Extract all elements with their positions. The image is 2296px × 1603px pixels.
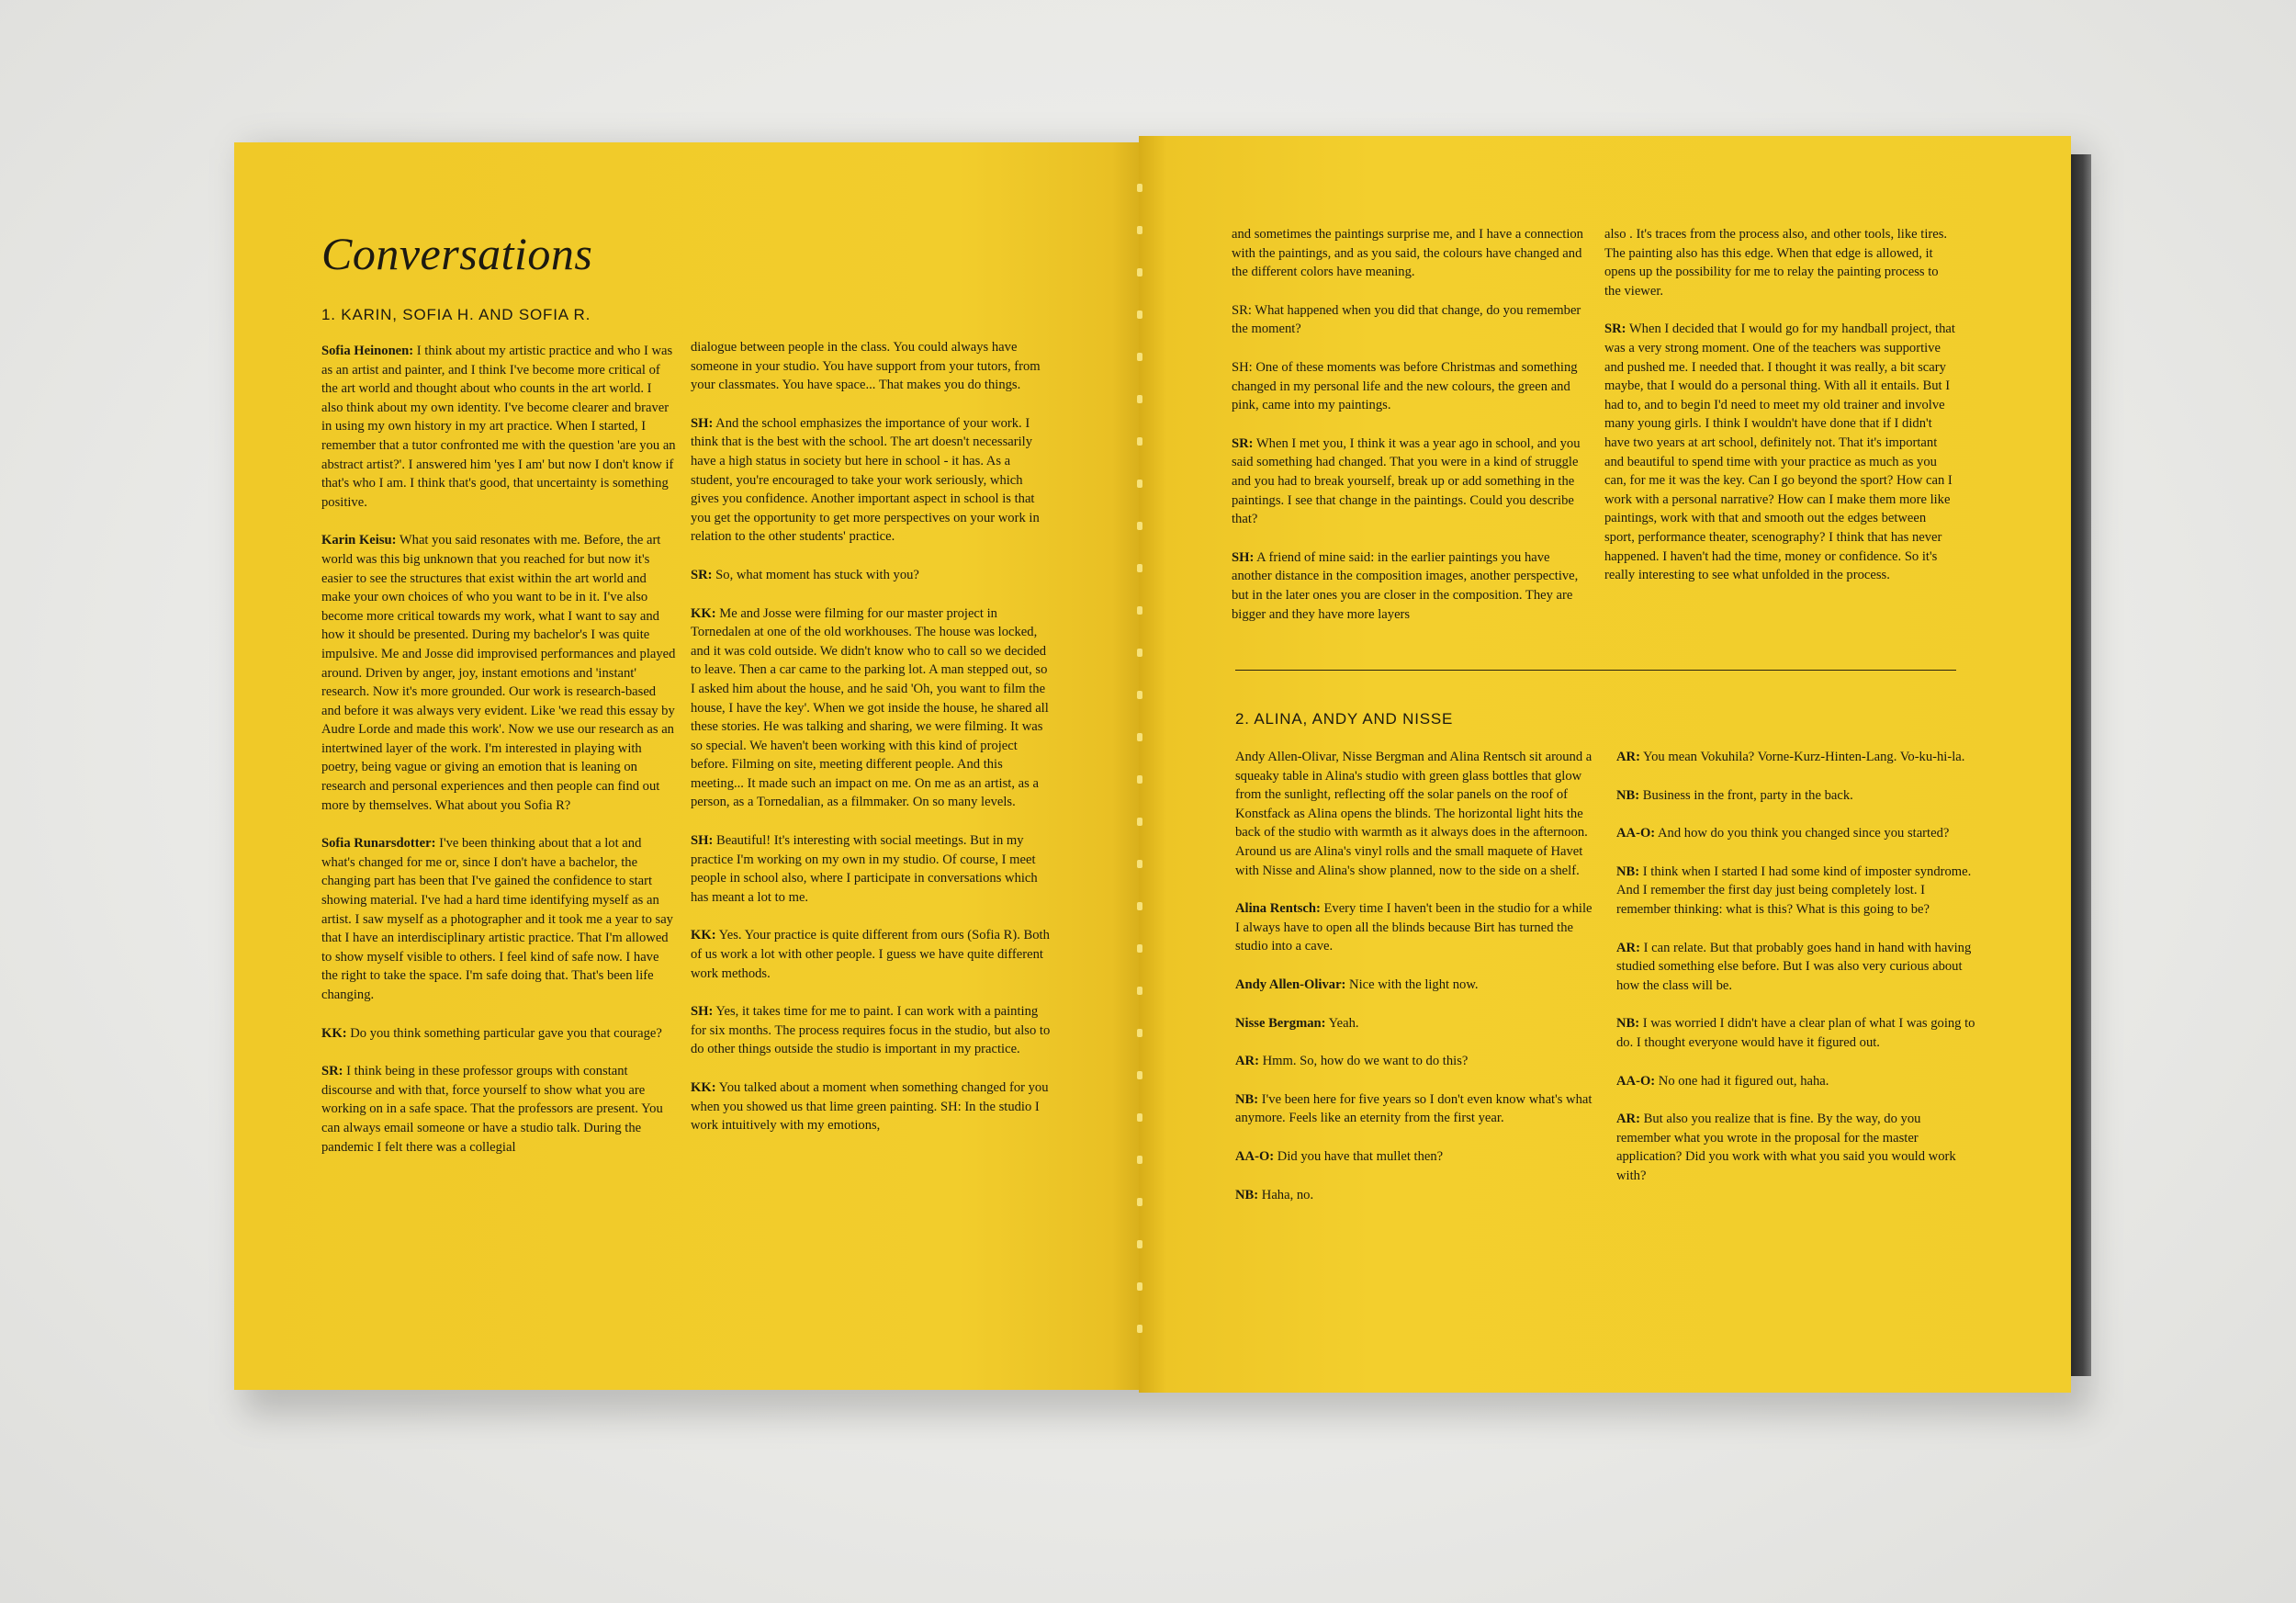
paragraph bbox=[1616, 1014, 1976, 1052]
speaker-label: SR: bbox=[1232, 435, 1254, 451]
paragraph bbox=[1232, 301, 1592, 339]
speaker-label: SR: bbox=[691, 567, 713, 582]
paragraph-text: And how do you think you changed since you started? bbox=[1655, 826, 1950, 841]
stitch-mark bbox=[1137, 1071, 1142, 1079]
paragraph-text: Every time I haven't been in the studio for a while I always have to open all the blinds because Birt has turned the studio into a cave. bbox=[1235, 901, 1593, 954]
stitch-mark bbox=[1137, 733, 1142, 741]
stitch-mark bbox=[1137, 987, 1142, 995]
paragraph-text: I think being in these professor groups with constant discourse and with that, force yourself to show what you are working on in a safe space. That the professors are present. You can always email someone or have a studio talk. During the pandemic I felt there was a collegial bbox=[321, 1064, 663, 1155]
speaker-label: AR: bbox=[1616, 940, 1640, 955]
paragraph bbox=[691, 338, 1051, 395]
stitch-mark bbox=[1137, 1240, 1142, 1248]
left-page bbox=[234, 142, 1139, 1390]
paragraph-text: No one had it figured out, haha. bbox=[1655, 1073, 1829, 1089]
speaker-label: AR: bbox=[1616, 1112, 1640, 1127]
speaker-label: NB: bbox=[1235, 1187, 1259, 1202]
speaker-label: Andy Allen-Olivar: bbox=[1235, 976, 1346, 992]
speaker-label: SR: bbox=[1604, 322, 1626, 337]
paragraph-text: I think when I started I had some kind of imposter syndrome. And I remember the first day just being completely lost. I remember thinking: what is this? What is this going to be? bbox=[1616, 864, 1972, 917]
paragraph bbox=[1235, 1014, 1595, 1033]
stitch-mark bbox=[1137, 268, 1142, 277]
paragraph bbox=[1616, 1072, 1976, 1091]
paragraph bbox=[1232, 548, 1592, 624]
paragraph-text: Me and Josse were filming for our master project in Tornedalen at one of the old workhouses. The house was locked, and it was cold outside. We didn't know who to call so we decided to leave. Then a car came to the parking lot. A man stepped out, so I asked him about the house, and he said 'Oh, you want to film the house, I have the key'. When we got inside the house, he shared all these stories. He was talking and sharing, we were filming. It was so special. We haven't been working with this kind of project before. Filming on site, meeting different people. And this meeting... It made such an impact on me. On me as an artist, as a person, as a Tornedalian, as a filmmaker. On so many levels. bbox=[691, 605, 1049, 810]
paragraph bbox=[321, 531, 676, 815]
paragraph-text: You mean Vokuhila? Vorne-Kurz-Hinten-Lang. Vo-ku-hi-la. bbox=[1639, 750, 1965, 764]
paragraph-text: Andy Allen-Olivar, Nisse Bergman and Alina Rentsch sit around a squeaky table in Alina's studio with green glass bottles that glow from the sunlight, reflecting off the solar panels on the roof of Konstfack as Alina opens the blinds. The horizontal light hits the back of the studio with warmth as it always does in the afternoon. Around us are Alina's vinyl rolls and the small maquete of Havet with Nisse and Alina's show planned, now to the side on a shelf. bbox=[1235, 750, 1593, 878]
speaker-label: SH: bbox=[691, 833, 714, 849]
paragraph-text: I've been here for five years so I don't even know what's what anymore. Feels like an eternity from the first year. bbox=[1235, 1091, 1593, 1126]
speaker-label: AA-O: bbox=[1616, 826, 1656, 841]
paragraph-text: I can relate. But that probably goes hand in hand with having studied something else before. But I was also very curious about how the class will be. bbox=[1616, 940, 1972, 993]
paragraph-text: Yes. Your practice is quite different from ours (Sofia R). Both of us work a lot with other people. I guess we have quite different work methods. bbox=[691, 928, 1050, 981]
paragraph bbox=[1232, 435, 1592, 529]
stitch-mark bbox=[1137, 691, 1142, 699]
paragraph bbox=[691, 414, 1051, 547]
speaker-label: Sofia Runarsdotter: bbox=[321, 836, 436, 852]
paragraph bbox=[321, 834, 676, 1004]
paragraph-text: So, what moment has stuck with you? bbox=[712, 567, 919, 582]
paragraph-text: I was worried I didn't have a clear plan of what I was going to do. I thought everyone would have it figured out. bbox=[1616, 1016, 1975, 1050]
stitch-mark bbox=[1137, 437, 1142, 446]
paragraph bbox=[1616, 939, 1976, 996]
stitch-mark bbox=[1137, 775, 1142, 784]
speaker-label: AR: bbox=[1235, 1054, 1259, 1069]
paragraph bbox=[691, 1078, 1051, 1135]
paragraph bbox=[1616, 863, 1976, 920]
paragraph-text: Did you have that mullet then? bbox=[1274, 1148, 1444, 1164]
stitch-mark bbox=[1137, 522, 1142, 530]
page-title: Conversations bbox=[321, 228, 593, 279]
paragraph bbox=[321, 1062, 676, 1157]
speaker-label: NB: bbox=[1616, 787, 1640, 803]
paragraph bbox=[1235, 899, 1595, 956]
paragraph bbox=[1235, 1147, 1595, 1167]
stitch-mark bbox=[1137, 395, 1142, 403]
speaker-label: Karin Keisu: bbox=[321, 533, 397, 548]
speaker-label: AR: bbox=[1616, 750, 1640, 764]
stitch-mark bbox=[1137, 902, 1142, 910]
paragraph bbox=[1616, 786, 1976, 806]
paragraph-text: But also you realize that is fine. By the way, do you remember what you wrote in the proposal for the master application? Did you work with what you said you would work with? bbox=[1616, 1112, 1956, 1183]
speaker-label: SH: bbox=[691, 1004, 714, 1020]
paragraph bbox=[1235, 748, 1595, 880]
paragraph bbox=[321, 342, 676, 512]
stitch-mark bbox=[1137, 1198, 1142, 1206]
paragraph-text: Yes, it takes time for me to paint. I can work with a painting for six months. The process requires focus in the studio, but also to do other things outside the studio is important in my practice. bbox=[691, 1004, 1051, 1057]
paragraph-text: dialogue between people in the class. You could always have someone in your studio. You have support from your tutors, from your classmates. You have space... That makes you do things. bbox=[691, 340, 1041, 393]
paragraph-text: Hmm. So, how do we want to do this? bbox=[1258, 1054, 1469, 1069]
stitch-mark bbox=[1137, 606, 1142, 615]
speaker-label: SH: bbox=[691, 415, 714, 431]
speaker-label: AA-O: bbox=[1616, 1073, 1656, 1089]
paragraph bbox=[1232, 225, 1592, 282]
paragraph-text: I've been thinking about that a lot and what's changed for me or, since I don't have a bachelor, the changing part has been that I've gained the confidence to start showing material. I've had a hard time identifying myself as an artist. I saw myself as a photographer and it took me a year to say that I have an interdisciplinary artistic practice. That I'm allowed to show myself visible to others. I feel kind of safe now. I have the right to take the space. I'm safe doing that. That's been life changing. bbox=[321, 836, 673, 1002]
speaker-label: KK: bbox=[691, 605, 716, 621]
stitch-mark bbox=[1137, 944, 1142, 953]
paragraph-text: What you said resonates with me. Before, the art world was this big unknown that you reached for but now it's easier to see the structures that exist within the art world and make your own choices of who you want to be in it. I've also become more critical towards my work, what I want to say and how it should be presented. During my bachelor's I was quite impulsive. Me and Josse did improvised performances and played around. Driven by anger, joy, instant emotions and 'instant' research. Now it's more grounded. Our work is research-based and before it was always very evident. Like 'we read this essay by Audre Lorde and made this work'. Now we use our research as an intertwined layer of the work. I'm interested in playing with poetry, being vague or giving an emotion that is leaning on research and personal experiences and then people can find out more by themselves. What about you Sofia R? bbox=[321, 533, 676, 813]
speaker-label: KK: bbox=[691, 1080, 716, 1095]
section-heading-1: 1. KARIN, SOFIA H. AND SOFIA R. bbox=[321, 306, 591, 323]
paragraph-text: When I decided that I would go for my handball project, that was a very strong moment. One of the teachers was supportive and pushed me. I needed that. I thought it was really, a bit scary maybe, that I would do a personal thing. With all it entails. But I had to, and to begin I'd need to meet my old trainer and involve many young girls. I think I wouldn't have done that if I didn't have two years at art school, definitely not. That it's important and beautiful to spend time with your practice as much as you can, for me it was the key. Can I go beyond the sport? How can I work with a personal narrative? How can I make them more like paintings, work with that and smooth out the edges between sport, performance theater, scenography? I think that has never happened. I haven't had the time, money or confidence. So it's really interesting to see what unfolded in the process. bbox=[1604, 322, 1955, 583]
paragraph-text: A friend of mine said: in the earlier paintings you have another distance in the composition images, another perspective, but in the later ones you are closer in the composition. They are bigger and they have more layers bbox=[1232, 549, 1579, 622]
speaker-label: SR: bbox=[321, 1064, 343, 1079]
stitch-mark bbox=[1137, 860, 1142, 868]
paragraph-text: SR: What happened when you did that change, do you remember the moment? bbox=[1232, 302, 1581, 337]
paragraph-text: also . It's traces from the process also, and other tools, like tires. The painting also has this edge. When that edge is allowed, it opens up the possibility for me to relay the painting process to the viewer. bbox=[1604, 227, 1948, 299]
right-page bbox=[1139, 136, 2071, 1393]
speaker-label: NB: bbox=[1235, 1091, 1259, 1107]
section-heading-2: 2. ALINA, ANDY AND NISSE bbox=[1235, 710, 1454, 728]
text-column-5 bbox=[1235, 748, 1595, 1204]
stitch-mark bbox=[1137, 226, 1142, 234]
stitch-mark bbox=[1137, 1113, 1142, 1122]
paragraph-text: Beautiful! It's interesting with social meetings. But in my practice I'm working on my own in my studio. Of course, I meet people in school also, where I participate in conversations which has meant a lot to me. bbox=[691, 833, 1038, 905]
text-column-2 bbox=[691, 338, 1051, 1135]
stitch-mark bbox=[1137, 649, 1142, 657]
text-column-6 bbox=[1616, 748, 1976, 1186]
speaker-label: KK: bbox=[321, 1025, 347, 1041]
paragraph-text: Yeah. bbox=[1325, 1015, 1359, 1031]
paragraph-text: SH: One of these moments was before Christmas and something changed in my personal life and the new colours, the green and pink, came into my paintings. bbox=[1232, 359, 1578, 413]
paragraph bbox=[1616, 824, 1976, 843]
stitch-mark bbox=[1137, 1156, 1142, 1164]
stitch-mark bbox=[1137, 1325, 1142, 1333]
paragraph bbox=[321, 1024, 676, 1044]
paragraph bbox=[691, 1002, 1051, 1059]
paragraph bbox=[1232, 358, 1592, 415]
paragraph-text: Nice with the light now. bbox=[1345, 976, 1479, 992]
paragraph bbox=[691, 604, 1051, 813]
paragraph bbox=[691, 831, 1051, 907]
paragraph bbox=[1235, 1186, 1595, 1205]
speaker-label: NB: bbox=[1616, 864, 1640, 879]
book-cover-edge bbox=[2071, 154, 2091, 1376]
stitch-mark bbox=[1137, 184, 1142, 192]
speaker-label: SH: bbox=[1232, 549, 1255, 565]
speaker-label: AA-O: bbox=[1235, 1148, 1275, 1164]
stitch-mark bbox=[1137, 564, 1142, 572]
speaker-label: Nisse Bergman: bbox=[1235, 1015, 1326, 1031]
text-column-1 bbox=[321, 342, 676, 1157]
paragraph-text: and sometimes the paintings surprise me, and I have a connection with the paintings, and as you said, the colours have changed and the different colors have meaning. bbox=[1232, 227, 1583, 280]
paragraph-text: I think about my artistic practice and who I was as an artist and painter, and I think I've become more critical of the art world and thought about who counts in the art world. I also think about my own identity. I've become clearer and braver in using my own history in my art practice. When I started, I remember that a tutor confronted me with the question 'are you an abstract artist?'. I answered him 'yes I am' but now I don't know if that's who I am. I think that's good, that uncertainty is something positive. bbox=[321, 344, 676, 510]
paragraph-text: Business in the front, party in the back. bbox=[1639, 787, 1853, 803]
text-column-3 bbox=[1232, 225, 1592, 624]
speaker-label: NB: bbox=[1616, 1016, 1640, 1032]
paragraph-text: When I met you, I think it was a year ago in school, and you said something had changed. That you were in a kind of struggle and you had to break yourself, break up or add something in the paintings. I see that change in the paintings. Could you describe that? bbox=[1232, 435, 1581, 527]
stitch-mark bbox=[1137, 310, 1142, 319]
paragraph bbox=[691, 566, 1051, 585]
section-divider bbox=[1235, 670, 1956, 671]
speaker-label: Sofia Heinonen: bbox=[321, 344, 414, 358]
paragraph bbox=[1235, 1052, 1595, 1071]
paragraph bbox=[1604, 320, 1957, 584]
speaker-label: Alina Rentsch: bbox=[1235, 901, 1321, 917]
paragraph bbox=[1235, 1090, 1595, 1128]
stitch-mark bbox=[1137, 1282, 1142, 1291]
paragraph-text: You talked about a moment when something changed for you when you showed us that lime green painting. SH: In the studio I work intuitively with my emotions, bbox=[691, 1080, 1049, 1134]
stitch-mark bbox=[1137, 1029, 1142, 1037]
stitch-mark bbox=[1137, 353, 1142, 361]
paragraph bbox=[1616, 748, 1976, 767]
paragraph bbox=[1604, 225, 1957, 300]
stitch-mark bbox=[1137, 818, 1142, 826]
paragraph-text: Do you think something particular gave you that courage? bbox=[346, 1025, 662, 1041]
paragraph-text: And the school emphasizes the importance of your work. I think that is the best with the school. The art doesn't necessarily have a high status in society but here in school - it has. As a student, you're encouraged to take your work seriously, which gives you confidence. Another important aspect in school is that you get the opportunity to get more perspectives on your work in relation to the other students' practice. bbox=[691, 415, 1040, 545]
speaker-label: KK: bbox=[691, 928, 716, 943]
paragraph-text: Haha, no. bbox=[1258, 1187, 1314, 1202]
paragraph bbox=[691, 926, 1051, 983]
text-column-4 bbox=[1604, 225, 1957, 585]
paragraph bbox=[1616, 1110, 1976, 1185]
paragraph bbox=[1235, 976, 1595, 995]
stitch-mark bbox=[1137, 480, 1142, 488]
